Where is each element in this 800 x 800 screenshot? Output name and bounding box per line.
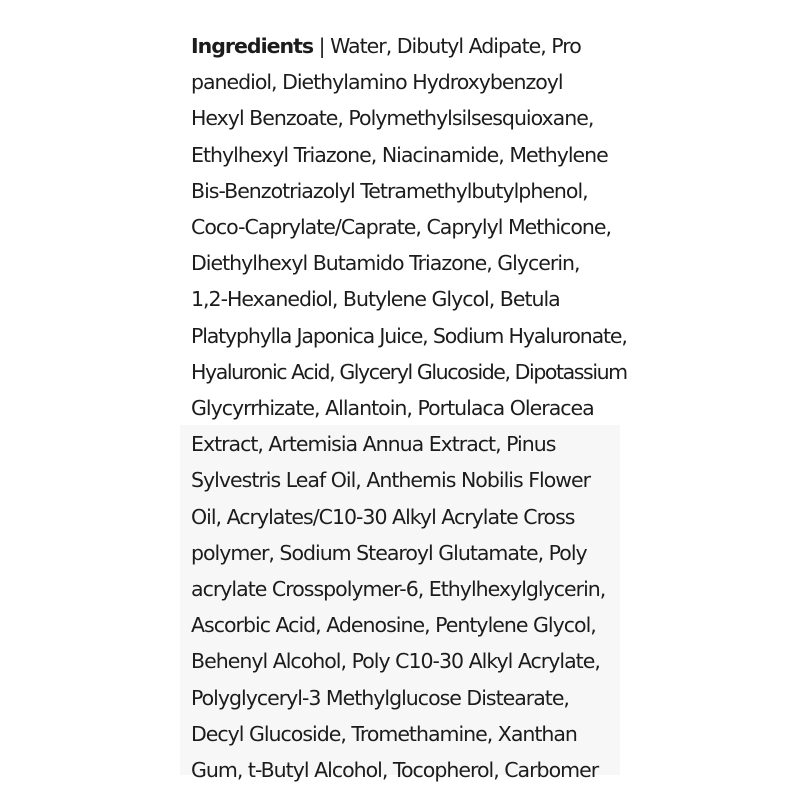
ingredients-line: Decyl Glucoside, Tromethamine, Xanthan <box>191 721 577 746</box>
ingredients-line: acrylate Crosspolymer-6, Ethylhexylglycerin, <box>191 577 606 602</box>
ingredients-heading: Ingredients <box>191 34 314 58</box>
ingredients-line-text: Water, Dibutyl Adipate, Pro <box>330 34 581 58</box>
ingredients-line <box>191 28 631 64</box>
ingredients-line: Ascorbic Acid, Adenosine, Pentylene Glycol, <box>191 613 596 638</box>
ingredients-line: 1,2-Hexanediol, Butylene Glycol, Betula <box>191 287 560 312</box>
ingredients-line: polymer, Sodium Stearoyl Glutamate, Poly <box>191 540 587 565</box>
heading-separator: | <box>313 34 331 58</box>
ingredients-line: Sylvestris Leaf Oil, Anthemis Nobilis Flower <box>191 468 591 493</box>
ingredients-line: Coco-Caprylate/Caprate, Caprylyl Methicone, <box>191 215 612 240</box>
ingredients-text-block <box>191 28 631 788</box>
ingredients-line: Hyaluronic Acid, Glyceryl Glucoside, Dipotassium <box>191 359 627 384</box>
ingredients-line: panediol, Diethylamino Hydroxybenzoyl <box>191 70 563 95</box>
ingredients-line: Ethylhexyl Triazone, Niacinamide, Methylene <box>191 142 608 167</box>
ingredients-line: Extract, Artemisia Annua Extract, Pinus <box>191 432 556 457</box>
ingredients-line: Oil, Acrylates/C10-30 Alkyl Acrylate Cross <box>191 504 575 529</box>
ingredients-line: Polyglyceryl-3 Methylglucose Distearate, <box>191 685 569 710</box>
ingredients-line: Gum, t-Butyl Alcohol, Tocopherol, Carbomer <box>191 758 599 783</box>
ingredients-line: Hexyl Benzoate, Polymethylsilsesquioxane, <box>191 106 594 131</box>
ingredients-line: Diethylhexyl Butamido Triazone, Glycerin, <box>191 251 580 276</box>
ingredients-line: Bis-Benzotriazolyl Tetramethylbutylphenol, <box>191 178 588 203</box>
ingredients-line: Glycyrrhizate, Allantoin, Portulaca Oleracea <box>191 396 594 421</box>
ingredients-line: Behenyl Alcohol, Poly C10-30 Alkyl Acrylate, <box>191 649 600 674</box>
ingredients-line: Platyphylla Japonica Juice, Sodium Hyaluronate, <box>191 323 627 348</box>
